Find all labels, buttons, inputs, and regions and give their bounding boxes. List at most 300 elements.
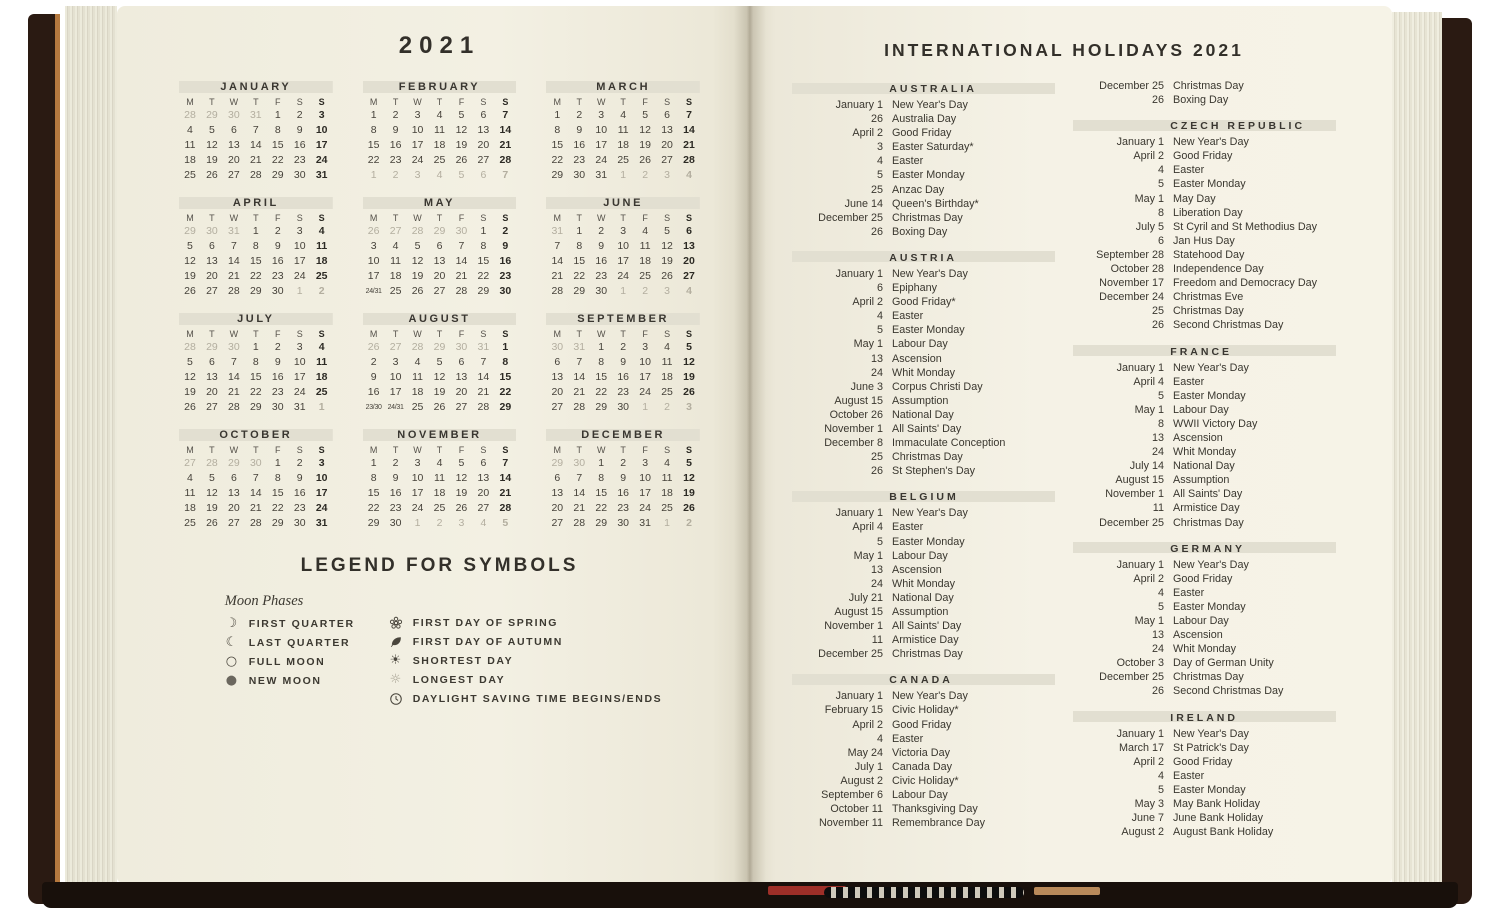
week-row <box>179 224 333 239</box>
day-cell: 29 <box>206 109 218 121</box>
day-cell: 20 <box>661 139 673 151</box>
holiday-name: Ascension <box>892 563 942 576</box>
day-cell: 13 <box>477 472 490 484</box>
holiday-date: 11 <box>1152 502 1164 515</box>
holiday-date: 25 <box>870 183 883 196</box>
day-cell: 19 <box>184 270 196 282</box>
weekday-label: T <box>436 213 443 223</box>
country-section-belgium <box>792 487 1055 661</box>
weekday-label: T <box>392 97 399 107</box>
day-cell: 6 <box>436 240 443 252</box>
day-cell: 21 <box>228 386 240 398</box>
holiday-date: 26 <box>870 113 883 126</box>
week-row <box>546 355 700 370</box>
day-cell: 31 <box>315 517 328 529</box>
day-cell: 21 <box>573 386 586 398</box>
holiday-entry <box>792 154 1055 168</box>
holiday-name: Civic Holiday* <box>892 774 959 787</box>
day-cell: 1 <box>664 517 670 529</box>
holiday-name: Easter <box>892 521 924 534</box>
day-cell: 29 <box>249 401 262 413</box>
holiday-date: 4 <box>1157 164 1164 177</box>
weekday-label: F <box>275 97 281 107</box>
holiday-name: Good Friday <box>1173 572 1233 585</box>
day-cell: 25 <box>315 386 328 398</box>
day-cell: 16 <box>617 371 629 383</box>
day-cell: 10 <box>411 472 424 484</box>
day-cell: 14 <box>551 255 564 267</box>
week-row <box>179 284 333 299</box>
day-cell: 7 <box>458 240 465 252</box>
day-cell: 10 <box>411 124 424 136</box>
day-cell: 3 <box>318 457 325 469</box>
weekday-label: W <box>413 213 422 223</box>
day-cell: 2 <box>664 401 670 413</box>
holiday-entry <box>792 647 1055 661</box>
week-row <box>363 108 517 123</box>
day-cell: 2 <box>642 169 649 181</box>
country-name: FRANCE <box>1170 345 1233 358</box>
day-cell: 27 <box>551 401 564 413</box>
day-cell: 31 <box>249 109 262 121</box>
day-cell: 4 <box>414 356 421 368</box>
legend-item-label: SHORTEST DAY <box>412 654 514 667</box>
holiday-name: Christmas Day <box>1173 516 1244 529</box>
holiday-date: 4 <box>1157 769 1164 782</box>
day-cell: 17 <box>639 487 651 499</box>
day-cell: 6 <box>480 109 487 121</box>
week-row <box>546 239 700 254</box>
weekday-label: M <box>553 329 562 339</box>
holiday-name: Good Friday* <box>892 296 956 309</box>
day-cell: 6 <box>208 356 215 368</box>
day-cell: 18 <box>639 255 651 267</box>
legend-item-label: FULL MOON <box>248 655 326 668</box>
holiday-entry <box>1073 361 1336 375</box>
week-row <box>546 153 700 168</box>
holiday-date: 26 <box>1151 94 1164 107</box>
day-cell: 14 <box>573 487 586 499</box>
holiday-date: October 11 <box>830 803 883 816</box>
holiday-date: August 2 <box>1121 826 1164 839</box>
day-cell: 4 <box>664 341 670 353</box>
weekday-label: S <box>296 445 303 455</box>
day-cell: 6 <box>458 356 465 368</box>
holiday-name: New Year's Day <box>1173 558 1249 571</box>
day-cell: 17 <box>389 386 402 398</box>
holiday-date: October 26 <box>829 408 883 421</box>
country-section-france <box>1073 342 1336 530</box>
weekday-header <box>546 445 700 455</box>
holiday-entry <box>792 450 1055 464</box>
day-cell: 14 <box>228 255 240 267</box>
holiday-date: December 25 <box>1099 516 1164 529</box>
day-cell: 25 <box>433 502 446 514</box>
holiday-entry <box>1073 262 1336 276</box>
holiday-entry <box>1073 586 1336 600</box>
day-cell: 22 <box>551 154 564 166</box>
holiday-date: 3 <box>876 141 883 154</box>
holiday-entry <box>1073 755 1336 769</box>
weekday-label: S <box>502 213 509 223</box>
day-cell: 26 <box>184 401 196 413</box>
holiday-name: Whit Monday <box>1173 643 1237 656</box>
holiday-date: June 3 <box>850 380 883 393</box>
holiday-date: August 15 <box>834 606 883 618</box>
holiday-date: October 3 <box>1116 657 1164 670</box>
week-row <box>546 385 700 400</box>
holiday-entry <box>792 380 1055 394</box>
holiday-entry <box>792 718 1055 732</box>
holiday-date: December 24 <box>1099 291 1164 304</box>
weekday-label: S <box>686 329 693 339</box>
holiday-date: April 2 <box>1133 755 1164 768</box>
holiday-entry <box>1073 192 1336 206</box>
weekday-label: M <box>186 445 194 455</box>
holiday-date: 11 <box>871 634 883 647</box>
holidays-page-title: INTERNATIONAL HOLIDAYS 2021 <box>884 40 1244 60</box>
weekday-label: W <box>413 97 422 107</box>
day-cell: 4 <box>436 457 443 469</box>
holiday-entry <box>1073 670 1336 684</box>
week-row <box>363 486 517 501</box>
holiday-columns <box>792 79 1336 848</box>
holiday-entry <box>1073 220 1336 234</box>
day-cell: 11 <box>434 124 445 136</box>
holiday-date: June 14 <box>844 197 883 210</box>
day-cell: 2 <box>296 109 303 121</box>
holiday-entry <box>1073 276 1336 290</box>
day-cell: 28 <box>228 285 240 297</box>
day-cell: 13 <box>228 487 240 499</box>
day-cell: 6 <box>480 169 487 181</box>
day-cell: 20 <box>206 386 218 398</box>
day-cell: 24 <box>315 154 328 166</box>
day-cell: 26 <box>639 154 651 166</box>
holiday-entry <box>792 436 1055 450</box>
holiday-name: Labour Day <box>1173 615 1229 627</box>
holiday-entry <box>792 816 1055 830</box>
moon-phases-label: Moon Phases <box>224 593 304 609</box>
holiday-date: December 25 <box>818 648 883 661</box>
day-cell: 4 <box>187 472 193 484</box>
day-cell: 21 <box>683 139 695 151</box>
holiday-name: Easter <box>1173 769 1205 782</box>
day-cell: 18 <box>617 139 629 151</box>
day-cell: 15 <box>367 139 380 151</box>
day-cell: 15 <box>551 139 564 151</box>
holiday-name: Easter <box>892 732 924 745</box>
holiday-name: Christmas Day <box>892 211 963 224</box>
holiday-date: March 17 <box>1118 741 1164 754</box>
holiday-name: New Year's Day <box>1173 727 1249 740</box>
day-cell: 1 <box>414 517 421 529</box>
holiday-date: January 1 <box>835 99 883 111</box>
week-row <box>546 224 700 239</box>
holiday-entry <box>792 619 1055 633</box>
holiday-entry <box>1073 375 1336 389</box>
weekday-label: F <box>642 97 648 107</box>
legend-item-label: DAYLIGHT SAVING TIME BEGINS/ENDS <box>412 692 663 705</box>
weekday-label: S <box>502 97 509 107</box>
day-cell: 28 <box>411 225 424 237</box>
day-cell: 29 <box>271 169 284 181</box>
holiday-entry <box>792 323 1055 337</box>
day-cell: 18 <box>315 255 328 267</box>
day-cell: 15 <box>271 139 284 151</box>
day-cell: 27 <box>184 457 196 469</box>
day-cell: 23 <box>617 386 629 398</box>
holiday-entry <box>1073 445 1336 459</box>
day-cell: 5 <box>458 457 465 469</box>
weekday-label: S <box>318 213 325 223</box>
country-section-austria <box>792 248 1055 478</box>
day-cell: 1 <box>370 169 377 181</box>
day-cell: 24 <box>293 270 306 282</box>
holiday-entry <box>792 464 1055 478</box>
weekday-header <box>546 213 700 223</box>
day-cell: 2 <box>642 285 649 297</box>
day-cell: 30 <box>573 169 586 181</box>
day-cell: 28 <box>499 502 512 514</box>
day-cell: 17 <box>411 487 424 499</box>
day-cell: 15 <box>249 371 262 383</box>
holiday-date: 26 <box>1151 685 1164 698</box>
day-cell: 28 <box>499 154 512 166</box>
day-cell: 12 <box>206 139 218 151</box>
country-header <box>792 670 1055 688</box>
day-cell: 7 <box>502 109 509 121</box>
day-cell: 10 <box>639 356 651 368</box>
country-section-ireland <box>1073 708 1336 840</box>
holiday-date: 24 <box>1151 446 1164 459</box>
day-cell: 11 <box>316 356 328 368</box>
day-cell: 9 <box>392 124 399 136</box>
holiday-date: 25 <box>1151 305 1164 318</box>
holiday-name: Liberation Day <box>1173 206 1243 219</box>
day-cell: 1 <box>370 457 377 469</box>
week-row <box>179 153 333 168</box>
week-row <box>363 355 517 370</box>
day-cell: 5 <box>458 109 465 121</box>
weekday-label: M <box>553 213 562 223</box>
day-cell: 26 <box>206 169 218 181</box>
week-row <box>546 108 700 123</box>
holiday-date: August 15 <box>834 394 883 407</box>
weekday-label: S <box>686 97 693 107</box>
weekday-label: S <box>686 213 693 223</box>
week-row <box>179 138 333 153</box>
day-cell: 15 <box>595 487 608 499</box>
holiday-date: 24 <box>870 366 883 379</box>
day-cell: 27 <box>661 154 673 166</box>
holiday-date: 4 <box>876 732 883 745</box>
day-cell: 19 <box>433 386 446 398</box>
day-cell: 10 <box>315 124 328 136</box>
country-name: BELGIUM <box>889 491 959 504</box>
day-cell: 9 <box>392 472 399 484</box>
holiday-name: August Bank Holiday <box>1173 826 1274 839</box>
holiday-name: Easter <box>1173 164 1205 177</box>
day-cell: 22 <box>367 502 380 514</box>
holiday-entry <box>1073 206 1336 220</box>
day-cell: 3 <box>296 341 303 353</box>
month-calendar-march <box>546 80 700 183</box>
holiday-name: Thanksgiving Day <box>892 803 978 816</box>
holiday-date: 26 <box>870 225 883 238</box>
holiday-name: WWII Victory Day <box>1173 417 1258 430</box>
week-row <box>363 269 517 284</box>
day-cell: 6 <box>554 472 561 484</box>
day-cell: 1 <box>318 401 325 413</box>
day-cell: 22 <box>367 154 380 166</box>
weekday-label: W <box>596 213 606 223</box>
holiday-name: Easter Monday <box>892 169 965 182</box>
holiday-date: May 1 <box>853 338 883 351</box>
holiday-name: Good Friday <box>892 127 952 140</box>
day-cell: 7 <box>230 240 237 252</box>
holiday-date: 13 <box>1151 629 1164 642</box>
day-cell: 3 <box>458 517 465 529</box>
day-cell: 19 <box>661 255 673 267</box>
day-cell: 16 <box>595 255 608 267</box>
day-cell: 11 <box>184 139 196 151</box>
page-stack-right <box>1392 12 1442 882</box>
book-spine-bottom <box>42 882 1458 908</box>
day-cell: 20 <box>228 154 240 166</box>
holiday-entry <box>1073 93 1336 107</box>
day-cell: 26 <box>455 154 468 166</box>
season-symbols-column <box>389 593 663 706</box>
day-cell: 22 <box>499 386 512 398</box>
weekday-label: M <box>186 97 194 107</box>
week-row <box>546 340 700 355</box>
day-cell: 8 <box>274 124 281 136</box>
legend-columns <box>179 593 700 706</box>
holiday-entry <box>792 535 1055 549</box>
day-cell: 26 <box>411 285 424 297</box>
holiday-date: July 5 <box>1135 220 1164 233</box>
day-cell: 3 <box>620 225 627 237</box>
day-cell: 31 <box>573 341 586 353</box>
day-cell: 2 <box>576 109 583 121</box>
day-cell: 8 <box>598 472 605 484</box>
month-calendar-july <box>179 312 333 415</box>
holiday-name: Corpus Christi Day <box>892 380 983 393</box>
month-name: FEBRUARY <box>363 80 517 94</box>
weekday-label: F <box>275 329 281 339</box>
holiday-date: 25 <box>870 451 883 464</box>
holiday-date: April 2 <box>852 296 883 309</box>
day-cell: 10 <box>367 255 380 267</box>
legend-section <box>179 555 700 706</box>
holiday-name: Second Christmas Day <box>1173 319 1284 332</box>
week-row <box>363 153 517 168</box>
holiday-date: April 2 <box>852 127 883 140</box>
day-cell: 30 <box>271 401 284 413</box>
day-cell: 4 <box>318 225 325 237</box>
day-cell: 24 <box>617 270 629 282</box>
holiday-entry <box>1073 572 1336 586</box>
holiday-entry <box>792 577 1055 591</box>
day-cell: 25 <box>661 386 673 398</box>
day-cell: 28 <box>249 169 262 181</box>
day-cell: 18 <box>389 270 402 282</box>
day-cell: 18 <box>411 386 424 398</box>
holiday-entry <box>1073 135 1336 149</box>
holiday-entry <box>1073 600 1336 614</box>
day-cell: 18 <box>661 371 673 383</box>
day-cell: 14 <box>249 139 262 151</box>
holiday-name: Canada Day <box>892 760 953 773</box>
day-cell: 1 <box>274 109 281 121</box>
holiday-date: May 1 <box>853 549 883 562</box>
country-section-continuation <box>1073 79 1336 107</box>
day-cell: 27 <box>389 225 402 237</box>
day-cell: 5 <box>414 240 421 252</box>
day-cell: 12 <box>661 240 673 252</box>
day-cell: 9 <box>370 371 377 383</box>
day-cell: 27 <box>551 517 564 529</box>
day-cell: 24 <box>411 502 424 514</box>
weekday-label: M <box>553 97 562 107</box>
book-cover-right-edge <box>1442 18 1472 904</box>
weekday-header <box>363 329 517 339</box>
flower-icon <box>389 615 404 630</box>
day-cell: 5 <box>187 240 193 252</box>
day-cell: 14 <box>683 124 695 136</box>
day-cell: 23 <box>271 386 284 398</box>
day-cell: 19 <box>184 386 196 398</box>
week-row <box>179 239 333 254</box>
week-row <box>546 370 700 385</box>
day-cell: 16 <box>271 371 284 383</box>
month-calendar-september <box>546 312 700 415</box>
day-cell: 4 <box>686 285 692 297</box>
weekday-label: T <box>436 329 443 339</box>
day-cell: 27 <box>477 502 490 514</box>
day-cell: 8 <box>554 124 561 136</box>
day-cell: 22 <box>271 154 284 166</box>
holiday-entry <box>1073 473 1336 487</box>
holiday-name: Labour Day <box>1173 403 1229 416</box>
holiday-entry <box>1073 403 1336 417</box>
holiday-entry <box>1073 487 1336 501</box>
day-cell: 17 <box>293 371 306 383</box>
day-cell: 1 <box>370 109 377 121</box>
day-cell: 7 <box>252 472 259 484</box>
holiday-date: November 11 <box>818 817 883 830</box>
legend-item <box>389 653 663 668</box>
weekday-header <box>546 97 700 107</box>
day-cell: 28 <box>249 517 262 529</box>
week-row <box>363 471 517 486</box>
day-cell: 19 <box>639 139 651 151</box>
day-cell: 29 <box>206 341 218 353</box>
month-calendar-june <box>546 196 700 299</box>
day-cell: 23 <box>499 270 512 282</box>
day-cell: 2 <box>392 109 399 121</box>
day-cell: 5 <box>208 472 215 484</box>
holiday-entry <box>1073 318 1336 332</box>
holiday-date: April 2 <box>852 718 883 731</box>
holiday-name: Assumption <box>892 606 949 618</box>
day-cell: 12 <box>184 371 196 383</box>
day-cell: 21 <box>455 270 468 282</box>
day-cell: 1 <box>274 457 281 469</box>
holiday-name: Ascension <box>1173 431 1223 444</box>
weekday-label: M <box>369 445 378 455</box>
